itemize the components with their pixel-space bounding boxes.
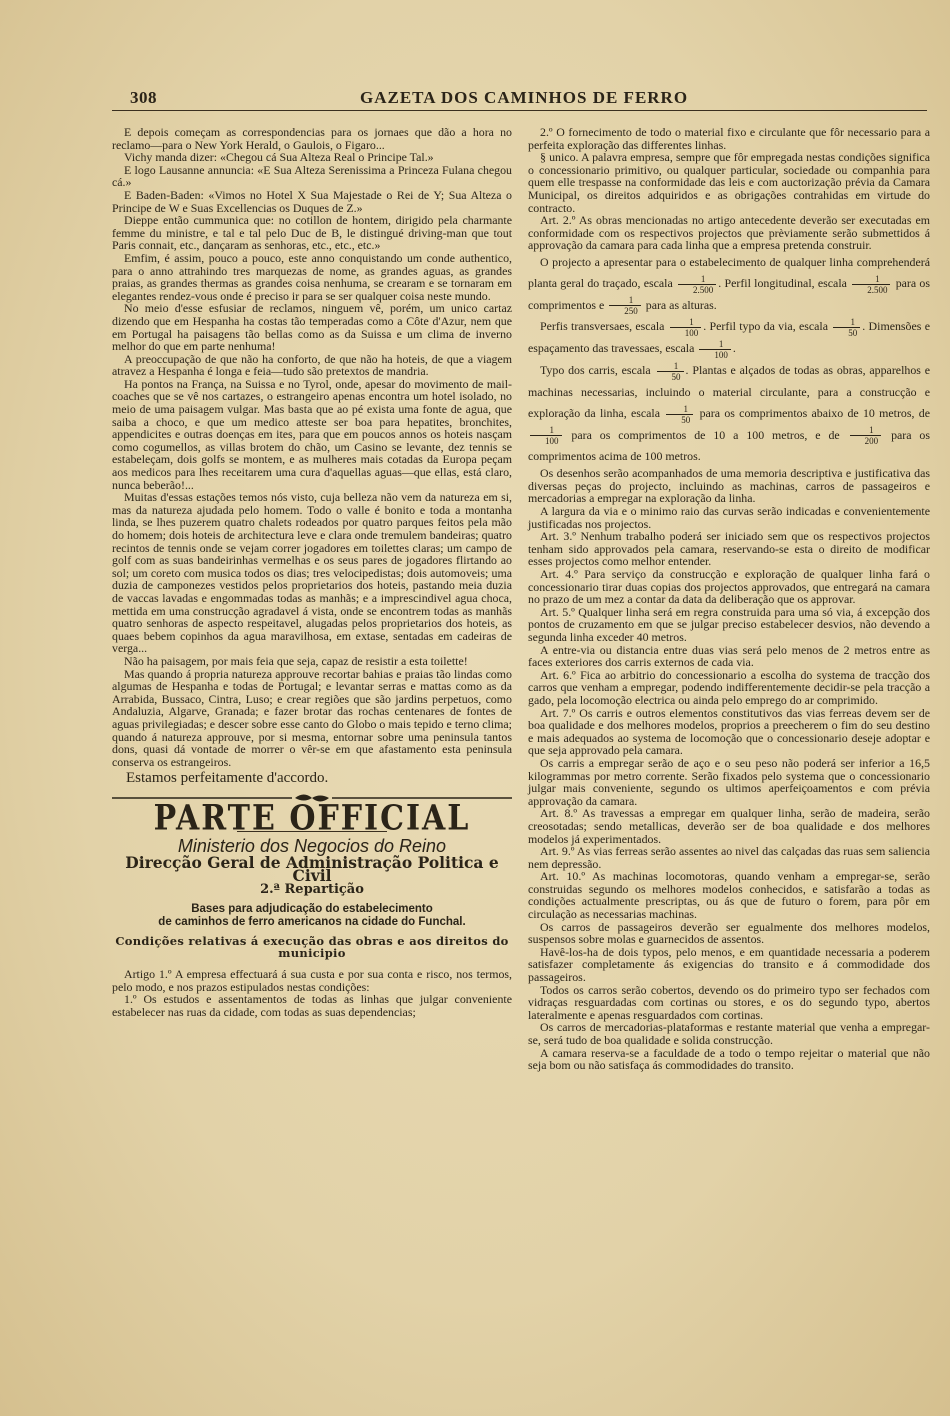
paragraph: Havê-los-ha de dois typos, pelo menos, e em quantidade necessaria a poderem satisfazer completamente ás exigencias do transito e á commodidade dos passageiros. [528,944,930,985]
fraction: $\frac{1}{100}$ [530,425,562,446]
ministry-heading: Ministerio dos Negocios do Reino [177,836,447,857]
scale-paragraph: Typo dos carris, escala $\frac{1}{50}$ . Plantas e alçados de todas as obras, apparelhos e machinas necessarias, incluindo o material circulante, para a construcção e exploração da linha, escala $\frac{1}{50}$ para os comprimentos abaixo de 10 metros, de $\frac{1}{100}$ para os comprimentos de 10 a 100 metros, e de $\frac{1}{200}$ para os comprimentos acima de 100 metros. [528,360,931,464]
fraction: $\frac{1}{50}$ [657,361,684,382]
paragraph: A camara reserva-se a faculdade de a todo o tempo rejeitar o material que não seja bom ou não satisfaça ás commodidades do transito. [528,1045,930,1073]
fraction: $\frac{1}{200}$ [850,425,882,446]
paragraph: § unico. A palavra empresa, sempre que fôr empregada nestas condições significa o concessionario primitivo, ou qualquer particular, sociedade ou companhia para quem elle trespasse na conformidade das leis e com auctorização prévia da Camara Municipal, os direitos adquiridos e as obrigações contrahidas em virtude do contracto. [528,150,930,215]
paragraph: Emfim, é assim, pouco a pouco, este anno conquistando um conde authentico, para o anno attrahindo tres marquezas de nome, as grandes aguas, as grandes praias, as grandes thermas as grandes coisa nenhuma, se crearam e se tornaram em elegantes rendez-vous onde é preciso ir para se ser qualquer coisa neste mundo. [112,250,512,303]
paragraph: 2.º O fornecimento de todo o material fixo e circulante que fôr necessario para a perfeita exploração das differentes linhas. [528,125,930,152]
conditions-heading: Condições relativas á execução das obras e aos direitos do municipio [115,933,509,961]
paragraph: E logo Lausanne annuncia: «E Sua Alteza Serenissima a Princeza Fulana chegou cá.» [112,162,512,190]
scale-paragraph: O projecto a apresentar para o estabelecimento de qualquer linha comprehenderá planta geral do traçado, escala $\frac{1}{2.500}$ . Perfil longitudinal, escala $\frac{1}{2.500}$ para os comprimentos e $\frac{1}{250}$ para as alturas. [528,254,930,317]
paragraph: Os carros de mercadorias-plataformas e restante material que venha a empregar-se, será tudo de boa qualidade e solida construcção. [528,1020,930,1048]
closing-signature: Estamos perfeitamente d'accordo. [126,770,329,787]
paragraph: Art. 2.º As obras mencionadas no artigo antecedente deverão ser executadas em conformidade com os respectivos projectos que prèviamente serão submettidos á approvação da camara para cada linha que a empresa pretenda construir. [528,213,930,253]
paragraph: Art. 7.º Os carris e outros elementos constitutivos das vias ferreas devem ser de boa qualidade e dos melhores modelos, proprios a preecherem o fim do seu destino e mais adequados ao systema de locomoção que o concessionario deseje adoptar e que seja approvado pela camara. [528,705,930,758]
fraction: $\frac{1}{50}$ [833,317,860,338]
paragraph: E Baden-Baden: «Vimos no Hotel X Sua Majestade o Rei de Y; Sua Alteza o Principe de W e Suas Excellencias os Duques de Z.» [112,187,512,215]
paragraph: Art. 3.º Nenhum trabalho poderá ser iniciado sem que os respectivos projectos tenham sido approvados pela camara, reservando-se esta o direito de modificar esses projectos como melhor entender. [528,529,930,569]
fraction: $\frac{1}{2.500}$ [852,274,890,295]
paragraph: Art. 4.º Para serviço da construcção e exploração de qualquer linha fará o concessionario tirar duas copias dos projectos approvados, que entregará na camara no prazo de um mez a contar da data da deliberação que os approvar. [528,567,930,607]
paragraph: Art. 10.º As machinas locomotoras, quando venham a empregar-se, serão construidas segundo os melhores modelos conhecidos, e satisfarão a todas as condições actualmente prescriptas, ou ás que de futuro o forem, para pôr em circulação as necessarias machinas. [528,869,930,922]
department-heading: 2.ª Repartição [260,882,364,898]
bases-line: Bases para adjudicação do estabelecimento [191,902,433,915]
page-header [112,88,927,111]
directorate-heading: Direcção Geral de Administração Politica e Civil [125,853,499,885]
paragraph: Vichy manda dizer: «Chegou cá Sua Alteza Real o Principe Tal.» [124,150,434,165]
section-title: PARTE OFFICIAL [153,798,471,839]
fraction: $\frac{1}{100}$ [670,317,702,338]
paragraph: Os carris a empregar serão de aço e o seu peso não poderá ser inferior a 16,5 kilogrammas por metro corrente. Serão fixados pelo systema que o concessionario julgar mais conveniente, segundo os ultimos aperfeiçoamentos e com prévia approvação da camara. [528,755,930,808]
paragraph: Mas quando á propria natureza approuve recortar bahias e praias tão lindas como algumas de Hespanha e todas de Portugal; e levantar serras e mattas como as da Arrabida, Bussaco, Cintra, Luso; e crear regiões que são jardins perpetuos, como Andaluzia, Algarve, Granada; e fazer brotar das rochas centenares de fontes de aguas privilegiadas; e descer sobre esse canto do Globo o mais tepido e terno clima; quando á natureza approuve, por si mesma, entornar sobre uma peninsula tantos dons, quasi dá vontade de morrer o vêr-se em que afastamento esta peninsula conserva os estrangeiros. [112,666,512,769]
bases-heading [112,903,512,929]
bases-line: de caminhos de ferro americanos na cidade do Funchal. [158,915,466,928]
scale-paragraph: Perfis transversaes, escala $\frac{1}{100}$ . Perfil typo da via, escala $\frac{1}{50}$ . Dimensões e espaçamento das travessaes, escala $\frac{1}{100}$ . [528,317,930,360]
paragraph: Dieppe então cummunica que: no cotillon de hontem, dirigido pela charmante femme du ministre, e tal e tal pelo Duc de B, le distingué driving-man que tout Paris connait, etc., dançaram as senhoras, etc., etc., etc.» [112,213,512,253]
paragraph: E depois começam as correspondencias para os jornaes que dão a hora no reclamo—para o New York Herald, o Gaulois, o Figaro... [112,125,512,152]
fraction: $\frac{1}{2.500}$ [678,274,716,295]
paragraph: Art. 8.º As travessas a empregar em qualquer linha, serão de madeira, serão creosotadas; sendo metallicas, deverão ser de boa qualidade e dos melhores modelos já experimentados. [528,806,930,846]
fraction: $\frac{1}{100}$ [699,339,731,360]
fraction: $\frac{1}{250}$ [609,295,641,316]
paragraph: A preoccupação de que não ha conforto, de que não ha hoteis, de que a viagem atravez a Hespanha é longa e feia—tudo são pretextos de mandria. [112,351,512,379]
paragraph: Ha pontos na França, na Suissa e no Tyrol, onde, apesar do movimento de mail-coaches que se vê nos cartazes, o estrangeiro apenas encontra um hotel isolado, no meio de uma paisagem vulgar. Mas basta que ao pé exista uma fonte de agua, que saiba a choco, e que um medico atteste ser boa para hepatites, bronchites, appendicites e outras doenças em ites, para que em poucos annos os hoteis nasçam como cogumellos, as villas brotem do chão, um Casino se levante, dez tennis se estabeleçam, dois golfs se montem, e as mulheres mais cotadas da Europa peçam aos medicos para lhes receitarem uma cura d'aquellas aguas—que ellas, está claro, nunca beberão!... [112,376,512,492]
page-number: 308 [130,88,157,107]
paragraph: Os carros de passageiros deverão ser egualmente dos melhores modelos, suspensos sobre molas e guarnecidos de assentos. [528,919,930,947]
paragraph: A entre-via ou distancia entre duas vias será pelo menos de 2 metros entre as faces exteriores dos carris externos de cada via. [528,642,930,670]
paragraph: Art. 9.º As vias ferreas serão assentes ao nivel das calçadas das ruas sem saliencia nem depressão. [528,844,930,871]
running-title: GAZETA DOS CAMINHOS DE FERRO [360,88,689,107]
fraction: $\frac{1}{50}$ [666,404,693,425]
paragraph: No meio d'esse esfusiar de reclamos, ninguem vê, porém, um unico cartaz dizendo que em Hespanha ha costas tão temperadas como a Côte d'Azur, nem que em Portugal ha paisagens tão bellas como as da Suissa e um clima de inverno melhor do que em parte nenhuma! [112,301,512,354]
paragraph: Todos os carros serão cobertos, devendo os do primeiro typo ser fechados com vidraças resguardadas com cortinas ou stores, e os do segundo typo, abertos lateralmente e apenas resguardados com cortinas. [528,982,930,1022]
paragraph: Não ha paisagem, por mais feia que seja, capaz de resistir a esta toilette! [124,653,468,668]
article-paragraph: Artigo 1.º A empresa effectuará á sua custa e por sua conta e risco, nos termos, pelo modo, e nos prazos estipulados nestas condições: [112,967,512,994]
paragraph: A largura da via e o minimo raio das curvas serão indicadas e convenientemente justificadas nos projectos. [528,504,930,531]
paragraph: Muitas d'essas estações temos nós visto, cuja belleza não vem da natureza em si, mas da natureza ajudada pelo homem. Todo o valle é bonito e toda a montanha linda, se lhes puzerem quatro chalets rodeados por quatro parques feitos pela mão do homem; dois hoteis de architectura leve e clara onde tremulem bandeiras; quatro recintos de tennis onde se vejam correr jogadores em toilettes claras; um campo de golf com as suas bandeirinhas vermelhas e os seus pares de jogadores flirtando ao sol; um coreto com musica todos os dias; tres velocipedistas; dois automoveis; uma duzia de camponezes vestidos pelos proprietarios dos hoteis, pastando meia duzia de vaccas lavadas e engommadas todas as manhãs; e a imprescindivel agua choca, mettida em uma construcção agradavel á vista, onde se encontrem todas as manhãs quatro senhoras de aspecto respeitavel, alugadas pelos proprietarios dos hoteis, as quaes bebem copinhos da agua maravilhosa, em extase, sentadas em cadeiras de verga... [112,490,512,656]
paragraph: Art. 5.º Qualquer linha será em regra construida para uma só via, á excepção dos pontos de cruzamento em que se julgar preciso estabelecer desvios, não devendo a segunda linha exceder 40 metros. [528,604,930,645]
left-column [112,126,512,1018]
right-column [528,126,930,1072]
paragraph: Art. 6.º Fica ao arbitrio do concessionario a escolha do systema de tracção dos carros que venham a empregar, podendo indifferentemente decidir-se pela tracção a gado, pela locomoção electrica ou ainda pelo emprego do ar comprimido. [528,667,930,707]
article-item: 1.º Os estudos e assentamentos de todas as linhas que julgar conveniente estabelecer nas ruas da cidade, com todas as suas dependencias; [112,992,512,1019]
paragraph: Os desenhos serão acompanhados de uma memoria descriptiva e justificativa das diversas peças do projecto, incluindo as machinas, carros de passageiros e mercadorias a empregar na exploração da linha. [528,466,930,506]
